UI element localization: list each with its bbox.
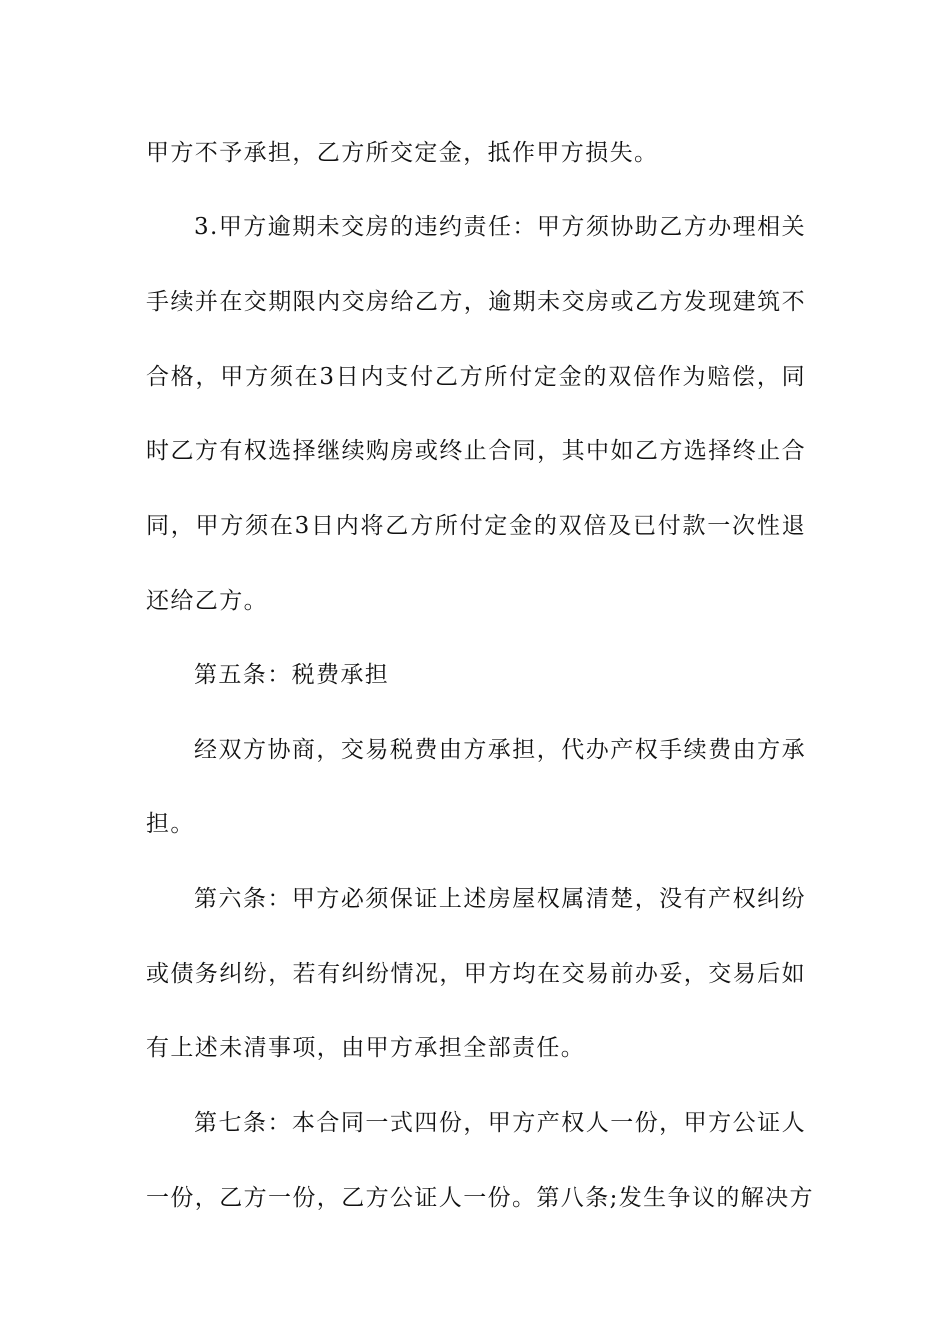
text-line: 担。 [146,811,195,837]
text-line: 一份，乙方一份，乙方公证人一份。第八条;发生争议的解决方 [146,1185,814,1211]
text-line: 3.甲方逾期未交房的违约责任：甲方须协助乙方办理相关 [194,214,806,240]
text-line: 手续并在交期限内交房给乙方，逾期未交房或乙方发现建筑不 [146,289,806,315]
text-line: 第七条：本合同一式四份，甲方产权人一份，甲方公证人 [194,1110,806,1136]
text-line: 合格，甲方须在3日内支付乙方所付定金的双倍作为赔偿，同 [146,364,806,390]
text-line: 经双方协商，交易税费由方承担，代办产权手续费由方承 [194,737,806,763]
text-line: 有上述未清事项，由甲方承担全部责任。 [146,1035,586,1061]
text-line: 时乙方有权选择继续购房或终止合同，其中如乙方选择终止合 [146,438,806,464]
text-line: 甲方不予承担，乙方所交定金，抵作甲方损失。 [146,140,659,166]
text-line: 还给乙方。 [146,588,268,614]
section-heading: 第五条：税费承担 [194,662,390,688]
text-line: 同，甲方须在3日内将乙方所付定金的双倍及已付款一次性退 [146,513,806,539]
text-line: 第六条：甲方必须保证上述房屋权属清楚，没有产权纠纷 [194,886,806,912]
text-line: 或债务纠纷，若有纠纷情况，甲方均在交易前办妥，交易后如 [146,961,806,987]
